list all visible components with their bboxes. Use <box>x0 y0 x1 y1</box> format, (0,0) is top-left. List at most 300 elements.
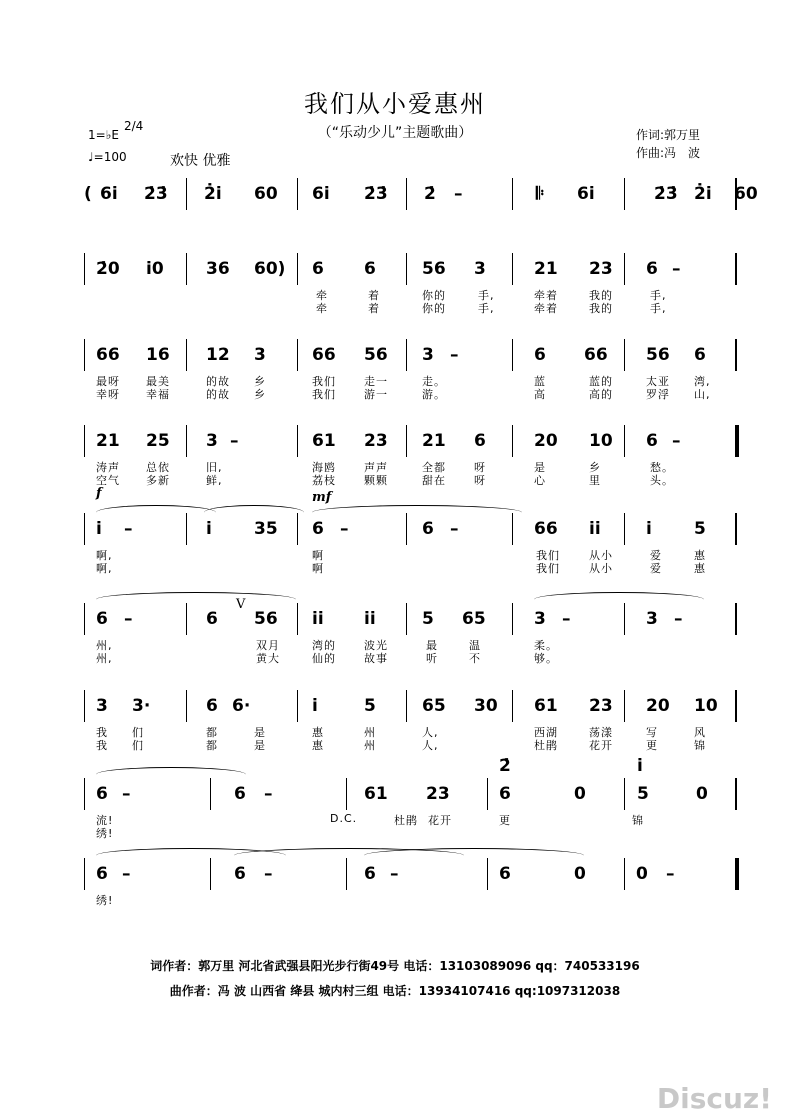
lyric-verse1: 双月 <box>256 639 280 652</box>
note: 56 <box>422 259 446 279</box>
lyric-verse1: 的故 <box>206 375 230 388</box>
barline <box>624 778 625 810</box>
note: 6 <box>364 864 376 884</box>
note: 25 <box>146 431 170 451</box>
barline <box>624 603 625 635</box>
tempo-mark: ♩=100 <box>88 150 127 164</box>
lyric-verse1: 总依 <box>146 461 170 474</box>
note: – <box>124 519 133 539</box>
lyric-verse2: 着 <box>368 302 380 315</box>
note: 2̇i <box>204 184 222 204</box>
lyric-verse1: 我们 <box>536 549 560 562</box>
lyric-verse1: 写 <box>646 726 658 739</box>
note: 6 <box>96 864 108 884</box>
lyric-verse2: 幸呀 <box>96 388 120 401</box>
barline <box>346 778 347 810</box>
barline <box>624 425 625 457</box>
barline <box>210 778 211 810</box>
note: 6i <box>577 184 595 204</box>
note: 16 <box>146 345 170 365</box>
barline <box>186 339 187 371</box>
barline <box>512 690 513 722</box>
barline <box>512 339 513 371</box>
lyric-verse2: 我 <box>96 739 108 752</box>
lyric-verse1: 牵 <box>316 289 328 302</box>
lyric-verse2: 从小 <box>589 562 613 575</box>
note: 5 <box>422 609 434 629</box>
lyric-verse1: 我的 <box>589 289 613 302</box>
note: 60) <box>254 259 286 279</box>
note: 2̇0 <box>96 259 120 279</box>
lyricist-credit: 作词:郭万里 <box>636 128 701 142</box>
barline <box>84 603 85 635</box>
lyric-verse2: 空气 <box>96 474 120 487</box>
barline <box>736 425 739 457</box>
lyric-verse2: 花开 <box>589 739 613 752</box>
note: 6i <box>312 184 330 204</box>
lyric-verse1: 乡 <box>589 461 601 474</box>
lyric-verse1: 声声 <box>364 461 388 474</box>
note: 6 <box>96 784 108 804</box>
staff-row <box>84 756 744 840</box>
lyric-verse2: 够。 <box>534 652 558 665</box>
lyric-verse1: 从小 <box>589 549 613 562</box>
barline <box>406 339 407 371</box>
barline <box>624 858 625 890</box>
note: – <box>390 864 399 884</box>
barline <box>736 690 737 722</box>
note: 61 <box>312 431 336 451</box>
lyric-verse2: 人, <box>422 739 439 752</box>
lyric-verse2: 荔枝 <box>312 474 336 487</box>
note: 6 <box>534 345 546 365</box>
slur-mark <box>96 505 216 520</box>
lyric-verse1: 海鸥 <box>312 461 336 474</box>
note: 3 <box>422 345 434 365</box>
note: – <box>124 609 133 629</box>
barline <box>84 339 85 371</box>
barline <box>406 178 407 210</box>
lyric-verse2: 心 <box>534 474 546 487</box>
chord-note: 2̇ <box>499 756 511 776</box>
lyric-verse2: 游。 <box>422 388 446 401</box>
lyric-verse1: 旧, <box>206 461 223 474</box>
lyric-verse2: 都 <box>206 739 218 752</box>
barline <box>512 178 513 210</box>
lyric-verse1: 全都 <box>422 461 446 474</box>
note: 3 <box>474 259 486 279</box>
note: – <box>562 609 571 629</box>
lyric-verse1: 乡 <box>254 375 266 388</box>
note: 6 <box>646 431 658 451</box>
note: 20 <box>646 696 670 716</box>
lyric-verse1: 锦 <box>632 814 644 827</box>
lyric-verse1: 最 <box>426 639 438 652</box>
lyric-verse2: 惠 <box>312 739 324 752</box>
note: 6 <box>474 431 486 451</box>
note: 6 <box>694 345 706 365</box>
note: 2̇i <box>694 184 712 204</box>
barline <box>512 425 513 457</box>
note: 65 <box>422 696 446 716</box>
breath-mark: V <box>236 597 246 612</box>
note: ii <box>364 609 376 629</box>
lyric-verse2: 们 <box>132 739 144 752</box>
barline <box>297 178 298 210</box>
barline <box>487 778 488 810</box>
lyric-verse2: 乡 <box>254 388 266 401</box>
note: – <box>122 784 131 804</box>
lyric-verse1: 惠 <box>694 549 706 562</box>
lyric-verse1: 你的 <box>422 289 446 302</box>
lyric-verse1: 杜鹃 <box>394 814 418 827</box>
barline <box>512 253 513 285</box>
barline <box>624 253 625 285</box>
note: – <box>340 519 349 539</box>
note: 3· <box>132 696 151 716</box>
note: 5 <box>364 696 376 716</box>
note: 23 <box>589 696 613 716</box>
lyric-verse2: 高 <box>534 388 546 401</box>
lyric-verse1: 都 <box>206 726 218 739</box>
note: 6i <box>100 184 118 204</box>
note: 3 <box>96 696 108 716</box>
lyric-verse2: 呀 <box>474 474 486 487</box>
note: i <box>96 519 102 539</box>
lyric-verse2: 我们 <box>536 562 560 575</box>
lyric-verse1: 人, <box>422 726 439 739</box>
note: 20 <box>534 431 558 451</box>
lyric-verse2: 手, <box>478 302 495 315</box>
slur-mark <box>204 505 304 520</box>
lyric-verse2: 罗浮 <box>646 388 670 401</box>
barline <box>297 690 298 722</box>
lyric-verse2: 牵 <box>316 302 328 315</box>
barline <box>186 425 187 457</box>
note: 36 <box>206 259 230 279</box>
barline <box>736 339 737 371</box>
note: 21 <box>96 431 120 451</box>
expression-mark: 欢快 优雅 <box>170 153 231 169</box>
note: 21 <box>422 431 446 451</box>
barline <box>624 690 625 722</box>
barline <box>736 513 737 545</box>
note: 30 <box>474 696 498 716</box>
barline <box>297 425 298 457</box>
barline <box>736 253 737 285</box>
note: – <box>264 784 273 804</box>
lyric-verse2: 多新 <box>146 474 170 487</box>
note: 6 <box>499 864 511 884</box>
barline <box>624 339 625 371</box>
lyric-verse2: 听 <box>426 652 438 665</box>
lyric-verse2: 手, <box>650 302 667 315</box>
lyric-verse1: 太亚 <box>646 375 670 388</box>
lyric-verse1: 风 <box>694 726 706 739</box>
lyric-verse2: 里 <box>589 474 601 487</box>
watermark-logo: Discuz! <box>656 1082 772 1115</box>
note: 61 <box>534 696 558 716</box>
lyric-verse2: 颗颗 <box>364 474 388 487</box>
lyric-verse2: 我们 <box>312 388 336 401</box>
barline <box>297 603 298 635</box>
lyric-verse1: 走一 <box>364 375 388 388</box>
note: 60 <box>254 184 278 204</box>
lyric-verse1: 手, <box>478 289 495 302</box>
note: 66 <box>96 345 120 365</box>
lyric-verse2: 不 <box>469 652 481 665</box>
lyric-verse2: 头。 <box>650 474 674 487</box>
note: 3 <box>534 609 546 629</box>
note: 0 <box>636 864 648 884</box>
lyric-verse1: 荡漾 <box>589 726 613 739</box>
lyric-verse1: 是 <box>254 726 266 739</box>
lyric-verse2: 牵着 <box>534 302 558 315</box>
lyric-verse2: 山, <box>694 388 711 401</box>
note: ii <box>312 609 324 629</box>
lyric-verse1: 最呀 <box>96 375 120 388</box>
note: 66 <box>312 345 336 365</box>
lyric-verse1: 涛声 <box>96 461 120 474</box>
note: – <box>122 864 131 884</box>
lyric-verse2: 杜鹃 <box>534 739 558 752</box>
note: 21 <box>534 259 558 279</box>
lyric-verse1: 州, <box>96 639 113 652</box>
chord-note: i <box>637 756 643 776</box>
page-title: 我们从小爱惠州 <box>304 90 486 118</box>
barline <box>186 253 187 285</box>
note: – <box>674 609 683 629</box>
lyric-verse1: 们 <box>132 726 144 739</box>
note: 6 <box>206 609 218 629</box>
staff-row <box>84 339 744 401</box>
note: 3 <box>254 345 266 365</box>
lyric-verse1: 波光 <box>364 639 388 652</box>
note: 23 <box>589 259 613 279</box>
barline <box>736 858 739 890</box>
barline <box>84 513 85 545</box>
note: – <box>666 864 675 884</box>
staff-row <box>84 690 744 752</box>
lyric-verse1: 流! <box>96 814 114 827</box>
key-signature: 1=♭E <box>88 128 119 142</box>
note: 6 <box>234 864 246 884</box>
barline <box>84 690 85 722</box>
note: 61 <box>364 784 388 804</box>
staff-row <box>84 858 744 907</box>
lyric-verse2: 啊, <box>96 562 113 575</box>
note: ii <box>589 519 601 539</box>
barline <box>297 339 298 371</box>
note: 5 <box>637 784 649 804</box>
lyric-verse2: 甜在 <box>422 474 446 487</box>
lyric-verse1: 我们 <box>312 375 336 388</box>
slur-mark <box>534 592 704 607</box>
lyric-verse1: 手, <box>650 289 667 302</box>
note: ( <box>84 184 92 204</box>
lyric-verse2: 黄大 <box>256 652 280 665</box>
composer-credit: 作曲:冯 波 <box>636 146 701 160</box>
barline <box>186 178 187 210</box>
lyric-verse1: 湾, <box>694 375 711 388</box>
lyric-verse1: 西湖 <box>534 726 558 739</box>
note: 35 <box>254 519 278 539</box>
lyric-verse2: 的故 <box>206 388 230 401</box>
barline <box>406 690 407 722</box>
note: 𝄆 <box>536 184 545 204</box>
note: i <box>312 696 318 716</box>
lyric-verse2: 惠 <box>694 562 706 575</box>
barline <box>406 253 407 285</box>
mezzo-forte-mark: mf <box>312 490 332 505</box>
lyric-verse2: 锦 <box>694 739 706 752</box>
note: 60 <box>734 184 758 204</box>
note: – <box>230 431 239 451</box>
note: 0 <box>574 864 586 884</box>
note: 66 <box>584 345 608 365</box>
lyric-verse1: 牵着 <box>534 289 558 302</box>
barline <box>736 778 737 810</box>
lyric-verse2: 州, <box>96 652 113 665</box>
lyric-verse1: 啊, <box>96 549 113 562</box>
note: – <box>264 864 273 884</box>
note: 6 <box>206 696 218 716</box>
lyric-verse1: D.C. <box>330 812 358 825</box>
note: 5 <box>694 519 706 539</box>
lyric-verse1: 是 <box>534 461 546 474</box>
composer-contact: 曲作者：冯 波 山西省 绛县 城内村三组 电话：13934107416 qq:1097312038 <box>169 984 621 998</box>
lyric-verse1: 绣! <box>96 894 114 907</box>
note: 2̇3̇ <box>144 184 168 204</box>
lyric-verse2: 你的 <box>422 302 446 315</box>
lyric-verse1: 惠 <box>312 726 324 739</box>
barline <box>624 513 625 545</box>
barline <box>297 253 298 285</box>
lyric-verse2: 我的 <box>589 302 613 315</box>
note: – <box>454 184 463 204</box>
lyric-verse2: 鲜, <box>206 474 223 487</box>
note: – <box>672 259 681 279</box>
note: 0 <box>574 784 586 804</box>
lyric-verse1: 我 <box>96 726 108 739</box>
lyric-verse1: 着 <box>368 289 380 302</box>
lyricist-contact: 词作者：郭万里 河北省武强县阳光步行街49号 电话：13103089096 qq：740533196 <box>150 959 640 973</box>
note: i0 <box>146 259 164 279</box>
lyric-verse2: 是 <box>254 739 266 752</box>
lyric-verse2: 啊 <box>312 562 324 575</box>
note: 6 <box>234 784 246 804</box>
lyric-verse2: 绣! <box>96 827 114 840</box>
note: – <box>450 345 459 365</box>
note: 65 <box>462 609 486 629</box>
note: 6 <box>422 519 434 539</box>
barline <box>736 603 737 635</box>
note: 6 <box>312 519 324 539</box>
note: – <box>450 519 459 539</box>
note: – <box>672 431 681 451</box>
lyric-verse1: 最美 <box>146 375 170 388</box>
barline <box>406 425 407 457</box>
note: i <box>646 519 652 539</box>
staff-row <box>84 425 744 487</box>
staff-row <box>84 178 758 218</box>
note: 56 <box>646 345 670 365</box>
note: 3 <box>646 609 658 629</box>
lyric-verse1: 爱 <box>650 549 662 562</box>
note: 23 <box>426 784 450 804</box>
note: 23 <box>364 431 388 451</box>
barline <box>512 603 513 635</box>
note: 6 <box>96 609 108 629</box>
barline <box>186 603 187 635</box>
note: 6 <box>646 259 658 279</box>
page-subtitle: （“乐动少儿”主题歌曲） <box>317 125 473 141</box>
note: 6 <box>312 259 324 279</box>
slur-mark <box>364 848 584 863</box>
barline <box>84 425 85 457</box>
note: 6· <box>232 696 251 716</box>
lyric-verse2: 仙的 <box>312 652 336 665</box>
lyric-verse1: 蓝的 <box>589 375 613 388</box>
lyric-verse1: 柔。 <box>534 639 558 652</box>
note: 56 <box>364 345 388 365</box>
lyric-verse1: 走。 <box>422 375 446 388</box>
note: 10 <box>694 696 718 716</box>
note: 3 <box>206 431 218 451</box>
barline <box>406 603 407 635</box>
lyric-verse1: 花开 <box>428 814 452 827</box>
note: 12 <box>206 345 230 365</box>
lyric-verse2: 故事 <box>364 652 388 665</box>
note: i <box>206 519 212 539</box>
lyric-verse1: 愁。 <box>650 461 674 474</box>
note: 6 <box>364 259 376 279</box>
slur-mark <box>312 505 522 520</box>
note: 56 <box>254 609 278 629</box>
barline <box>624 178 625 210</box>
note: 10 <box>589 431 613 451</box>
note: 6 <box>499 784 511 804</box>
lyric-verse2: 爱 <box>650 562 662 575</box>
lyric-verse2: 高的 <box>589 388 613 401</box>
barline <box>84 778 85 810</box>
lyric-verse2: 更 <box>646 739 658 752</box>
staff-row <box>84 253 744 315</box>
time-signature: 2/4 <box>124 119 144 133</box>
barline <box>84 858 85 890</box>
lyric-verse1: 呀 <box>474 461 486 474</box>
note: 2̇3̇ <box>654 184 678 204</box>
lyric-verse1: 更 <box>499 814 511 827</box>
staff-row <box>84 603 744 665</box>
note: 2̇3̇ <box>364 184 388 204</box>
slur-mark <box>96 592 296 607</box>
note: 0 <box>696 784 708 804</box>
lyric-verse1: 啊 <box>312 549 324 562</box>
slur-mark <box>96 767 246 782</box>
barline <box>186 690 187 722</box>
forte-mark: f <box>96 486 102 501</box>
lyric-verse2: 游一 <box>364 388 388 401</box>
note: 66 <box>534 519 558 539</box>
lyric-verse1: 温 <box>469 639 481 652</box>
lyric-verse1: 州 <box>364 726 376 739</box>
note: 2̇ <box>424 184 436 204</box>
lyric-verse1: 蓝 <box>534 375 546 388</box>
lyric-verse1: 湾的 <box>312 639 336 652</box>
lyric-verse2: 州 <box>364 739 376 752</box>
barline <box>84 253 85 285</box>
